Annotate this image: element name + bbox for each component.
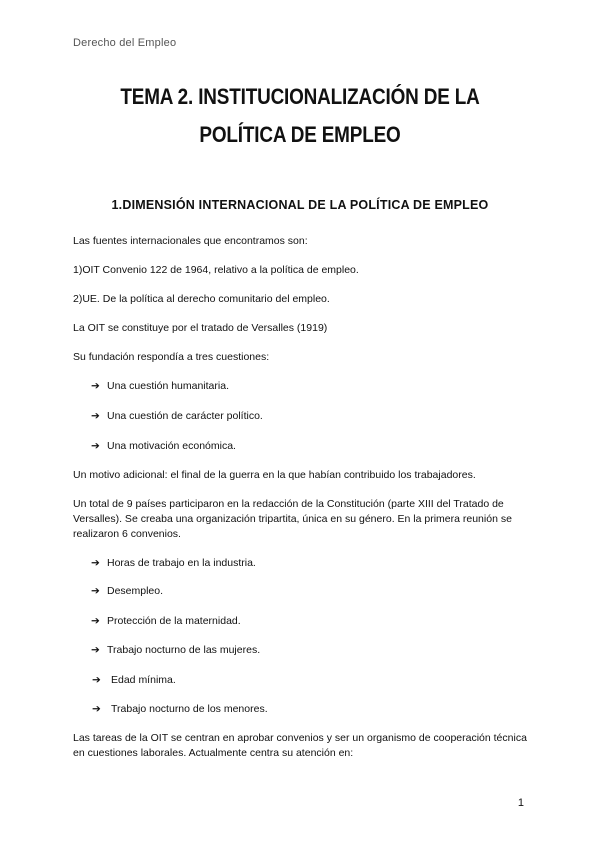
list-item: ➔ Trabajo nocturno de las mujeres. [91, 644, 261, 656]
arrow-icon: ➔ [92, 703, 101, 715]
paragraph: Su fundación respondía a tres cuestiones: [73, 351, 270, 363]
arrow-icon: ➔ [91, 440, 100, 452]
list-item: ➔ Horas de trabajo en la industria. [91, 557, 256, 569]
paragraph: Un total de 9 países participaron en la redacción de la Constitución (parte XIII del Tratado de Versalles). Se creaba una organización tripartita, única en su género. En la primera reunión se realizaron 6 convenios. [73, 498, 512, 540]
list-item: ➔ Una cuestión humanitaria. [91, 380, 229, 392]
title-line-1: TEMA 2. INSTITUCIONALIZACIÓN DE LA [120, 84, 480, 109]
paragraph: La OIT se constituye por el tratado de Versalles (1919) [73, 322, 328, 334]
list-item: ➔ Una cuestión de carácter político. [91, 410, 263, 422]
list-item: ➔ Protección de la maternidad. [91, 615, 241, 627]
arrow-icon: ➔ [92, 674, 101, 686]
paragraph: Las fuentes internacionales que encontramos son: [73, 235, 308, 247]
arrow-icon: ➔ [91, 380, 100, 392]
list-item: ➔ Trabajo nocturno de los menores. [92, 703, 268, 715]
arrow-icon: ➔ [91, 410, 100, 422]
list-item: ➔ Una motivación económica. [91, 440, 236, 452]
paragraph: Un motivo adicional: el final de la guerra en la que habían contribuido los trabajadores. [73, 469, 476, 481]
paragraph: 2)UE. De la política al derecho comunitario del empleo. [73, 293, 330, 305]
arrow-icon: ➔ [91, 644, 100, 656]
arrow-icon: ➔ [91, 557, 100, 569]
page-title [42, 78, 558, 154]
paragraph: Las tareas de la OIT se centran en aprobar convenios y ser un organismo de cooperación técnica en cuestiones laborales. Actualmente centra su atención en: [73, 732, 527, 759]
paragraph: 1)OIT Convenio 122 de 1964, relativo a la política de empleo. [73, 264, 359, 276]
page-header: Derecho del Empleo [73, 37, 177, 49]
title-line-2: POLÍTICA DE EMPLEO [199, 122, 401, 147]
list-item: ➔ Edad mínima. [92, 674, 176, 686]
page-number: 1 [517, 797, 524, 809]
arrow-icon: ➔ [91, 585, 100, 597]
list-item: ➔ Desempleo. [91, 585, 164, 597]
arrow-icon: ➔ [91, 615, 100, 627]
section-heading: 1.DIMENSIÓN INTERNACIONAL DE LA POLÍTICA DE EMPLEO [111, 198, 489, 212]
